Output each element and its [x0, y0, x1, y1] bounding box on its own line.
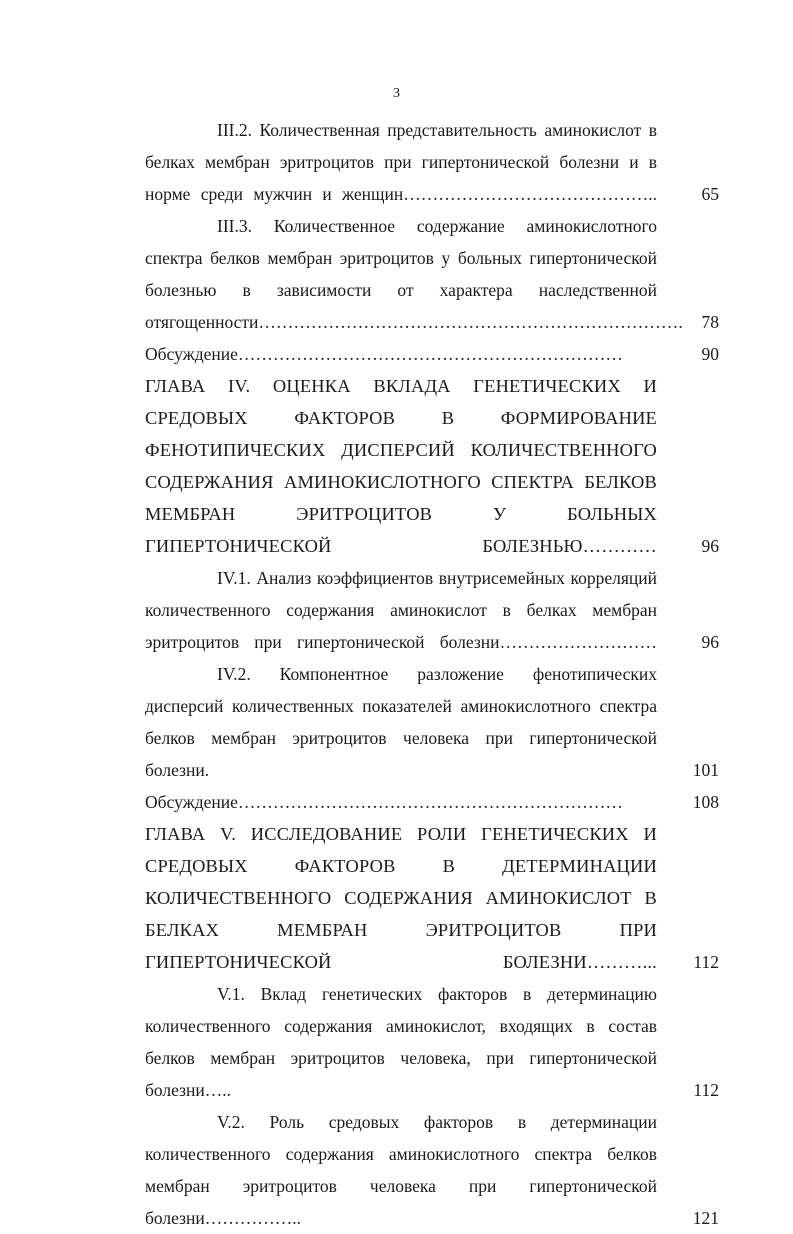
toc-entry-discussion-iii[interactable]	[145, 338, 719, 370]
toc-entry-discussion-iv[interactable]	[145, 786, 719, 818]
toc-entry-title: Обсуждение…………………………………………………………	[145, 344, 623, 364]
table-of-contents	[145, 114, 719, 1234]
toc-entry-title: V.2. Роль средовых факторов в детерминации количественного содержания аминокислотного спектра белков мембран эритроцитов человека при гипертонической болезни……………..	[145, 1112, 657, 1228]
toc-entry-page: 65	[701, 184, 719, 204]
toc-entry-page: 78	[701, 312, 719, 332]
toc-entry-page: 90	[701, 344, 719, 364]
toc-entry-v-1[interactable]	[145, 978, 719, 1106]
toc-entry-title: V.1. Вклад генетических факторов в детерминацию количественного содержания аминокислот, входящих в состав белков мембран эритроцитов человека, при гипертонической болезни…..	[145, 984, 657, 1100]
toc-entry-page: 112	[693, 1080, 719, 1100]
toc-entry-iii-3[interactable]	[145, 210, 719, 338]
toc-entry-page: 101	[692, 760, 719, 780]
toc-entry-page: 96	[701, 536, 719, 556]
toc-entry-chapter-iv[interactable]	[145, 370, 719, 562]
toc-entry-iv-1[interactable]	[145, 562, 719, 658]
toc-entry-title: IV.2. Компонентное разложение фенотипических дисперсий количественных показателей аминокислотного спектра белков мембран эритроцитов человека при гипертонической болезни.	[145, 664, 657, 780]
toc-entry-page: 96	[701, 632, 719, 652]
toc-entry-page: 121	[692, 1208, 719, 1228]
toc-entry-title: IV.1. Анализ коэффициентов внутрисемейных корреляций количественного содержания аминокислот в белках мембран эритроцитов при гипертонической болезни………………………	[145, 568, 657, 652]
toc-entry-title: III.3. Количественное содержание аминокислотного спектра белков мембран эритроцитов у больных гипертонической болезнью в зависимости от характера наследственной отягощенности……………………………………………………………….	[145, 216, 683, 332]
toc-entry-iii-2[interactable]	[145, 114, 719, 210]
toc-entry-title: Обсуждение…………………………………………………………	[145, 792, 623, 812]
toc-entry-iv-2[interactable]	[145, 658, 719, 786]
page-number: 3	[393, 86, 400, 101]
toc-entry-title: ГЛАВА V. ИССЛЕДОВАНИЕ РОЛИ ГЕНЕТИЧЕСКИХ И СРЕДОВЫХ ФАКТОРОВ В ДЕТЕРМИНАЦИИ КОЛИЧЕСТВЕННОГО СОДЕРЖАНИЯ АМИНОКИСЛОТ В БЕЛКАХ МЕМБРАН ЭРИТРОЦИТОВ ПРИ ГИПЕРТОНИЧЕСКОЙ БОЛЕЗНИ………...	[145, 824, 657, 972]
toc-entry-title: III.2. Количественная представительность аминокислот в белках мембран эритроцитов при гипертонической болезни и в норме среди мужчин и женщин……………………………………..	[145, 120, 657, 204]
toc-entry-v-2[interactable]	[145, 1106, 719, 1234]
toc-entry-page: 108	[692, 792, 719, 812]
toc-entry-page: 112	[693, 952, 719, 972]
toc-entry-chapter-v[interactable]	[145, 818, 719, 978]
toc-entry-title: ГЛАВА IV. ОЦЕНКА ВКЛАДА ГЕНЕТИЧЕСКИХ И СРЕДОВЫХ ФАКТОРОВ В ФОРМИРОВАНИЕ ФЕНОТИПИЧЕСКИХ ДИСПЕРСИЙ КОЛИЧЕСТВЕННОГО СОДЕРЖАНИЯ АМИНОКИСЛОТНОГО СПЕКТРА БЕЛКОВ МЕМБРАН ЭРИТРОЦИТОВ У БОЛЬНЫХ ГИПЕРТОНИЧЕСКОЙ БОЛЕЗНЬЮ…………	[145, 376, 657, 556]
